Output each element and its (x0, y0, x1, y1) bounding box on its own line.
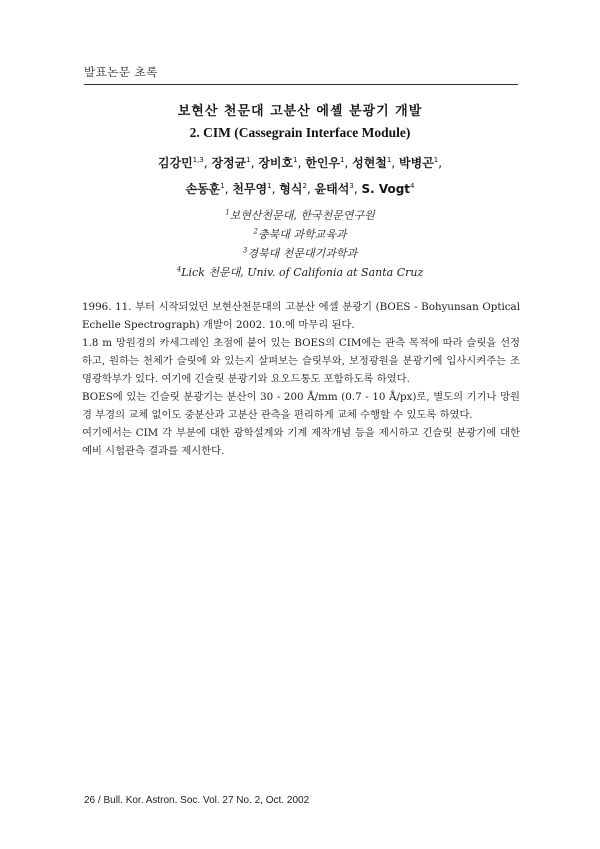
author-name: 장정균 (211, 156, 247, 170)
author-separator: , (203, 156, 212, 170)
author-name: 윤태석 (314, 182, 350, 196)
abstract-paragraph-3: BOES에 있는 긴슬릿 분광기는 분산이 30 - 200 Å/mm (0.7 - 10 Å/px)로, 별도의 기기나 망원경 부경의 교체 없이도 중분산과 고분산 관측을 편리하게 교체 수행할 수 있도록 하였다. (82, 391, 520, 421)
title-korean: 보현산 천문대 고분산 에셸 분광기 개발 (177, 104, 423, 119)
author-affiliation-sup: 1 (386, 156, 392, 164)
author-affiliation-sup: 3 (349, 182, 354, 190)
author-affiliation-sup: 1 (220, 182, 225, 190)
affiliation-1 (0, 206, 600, 225)
author-name: 성현철 (352, 156, 387, 170)
affiliation-text: 보현산천문대, 한국천문연구원 (229, 209, 375, 222)
page-footer-citation: 26 / Bull. Kor. Astron. Soc. Vol. 27 No. 2, Oct. 2002 (84, 795, 310, 806)
author-separator: , (391, 156, 400, 170)
author-affiliation-sup: 2 (302, 182, 307, 190)
author-affiliation-sup: 1 (340, 156, 345, 164)
affiliation-sup: 2 (253, 227, 258, 236)
affiliation-sup: 4 (176, 265, 182, 274)
affiliation-sup: 1 (225, 208, 230, 217)
author-separator: , (297, 156, 306, 170)
author-name: 장비호 (258, 156, 294, 170)
author (399, 156, 438, 170)
authors-line-1 (0, 154, 600, 171)
affiliation-2 (0, 225, 600, 244)
author-name: 김강민 (157, 156, 193, 170)
author-name: 박병곤 (399, 156, 434, 170)
author-affiliation-sup: 1 (433, 156, 439, 164)
author-name: 손동훈 (185, 182, 221, 196)
abstract-paragraph-1: 1996. 11. 부터 시작되었던 보현산천문대의 고분산 에셸 분광기 (BOES - Bohyunsan Optical Echelle Spectrograph) 개발이 2002. 10.에 마무리 된다. (82, 301, 520, 331)
author-separator: , (250, 156, 259, 170)
author (211, 156, 250, 170)
author (279, 182, 307, 196)
authors-line-2 (0, 180, 600, 197)
affiliation-4 (0, 263, 600, 282)
author-name: 한인우 (305, 156, 341, 170)
affiliation-text: 충북대 과학교육과 (257, 228, 347, 241)
author (185, 182, 224, 196)
header-rule (84, 84, 518, 85)
abstract-body (82, 298, 520, 460)
author-separator: , (271, 182, 280, 196)
author-affiliation-sup: 1 (267, 182, 272, 190)
author-affiliation-sup: 4 (410, 182, 415, 190)
affiliation-text: Lick 천문대, Univ. of Califonia at Santa Cruz (181, 266, 424, 279)
author-affiliation-sup: 1 (293, 156, 298, 164)
author (315, 182, 354, 196)
author-name: 형식 (279, 182, 303, 196)
author-separator: , (344, 156, 353, 170)
abstract-paragraph-2: 1.8 m 망원경의 카세그레인 초점에 붙어 있는 BOES의 CIM에는 관측 목적에 따라 슬릿을 선정하고, 원하는 천체가 슬릿에 와 있는지 살펴보는 슬릿부와, 보정광원을 분광기에 입사시켜주는 조명광학부가 있다. 여기에 긴슬릿 분광기와 요오드통도 포함하도록 하였다. (82, 337, 520, 385)
affiliations (0, 206, 600, 282)
author (232, 182, 271, 196)
author-separator: , (224, 182, 233, 196)
author-name: S. Vogt (361, 182, 411, 196)
affiliation-3 (0, 244, 600, 263)
author (258, 156, 297, 170)
author (352, 156, 391, 170)
section-header: 발표논문 초록 (84, 65, 158, 79)
author (158, 156, 204, 170)
author-separator: , (438, 156, 443, 170)
author (305, 156, 344, 170)
author-separator: , (353, 182, 362, 196)
affiliation-text: 경북대 천문대기과학과 (247, 247, 358, 260)
title-english: 2. CIM (Cassegrain Interface Module) (189, 125, 411, 140)
abstract-paragraph-4: 여기에서는 CIM 각 부분에 대한 광학설계와 기계 제작개념 등을 제시하고 긴슬릿 분광기에 대한 예비 시험관측 결과를 제시한다. (82, 427, 520, 457)
author-name: 천무영 (232, 182, 268, 196)
author-separator: , (306, 182, 315, 196)
author (361, 182, 414, 196)
author-affiliation-sup: 1,3 (192, 156, 204, 164)
affiliation-sup: 3 (242, 246, 248, 255)
author-affiliation-sup: 1 (246, 156, 251, 164)
